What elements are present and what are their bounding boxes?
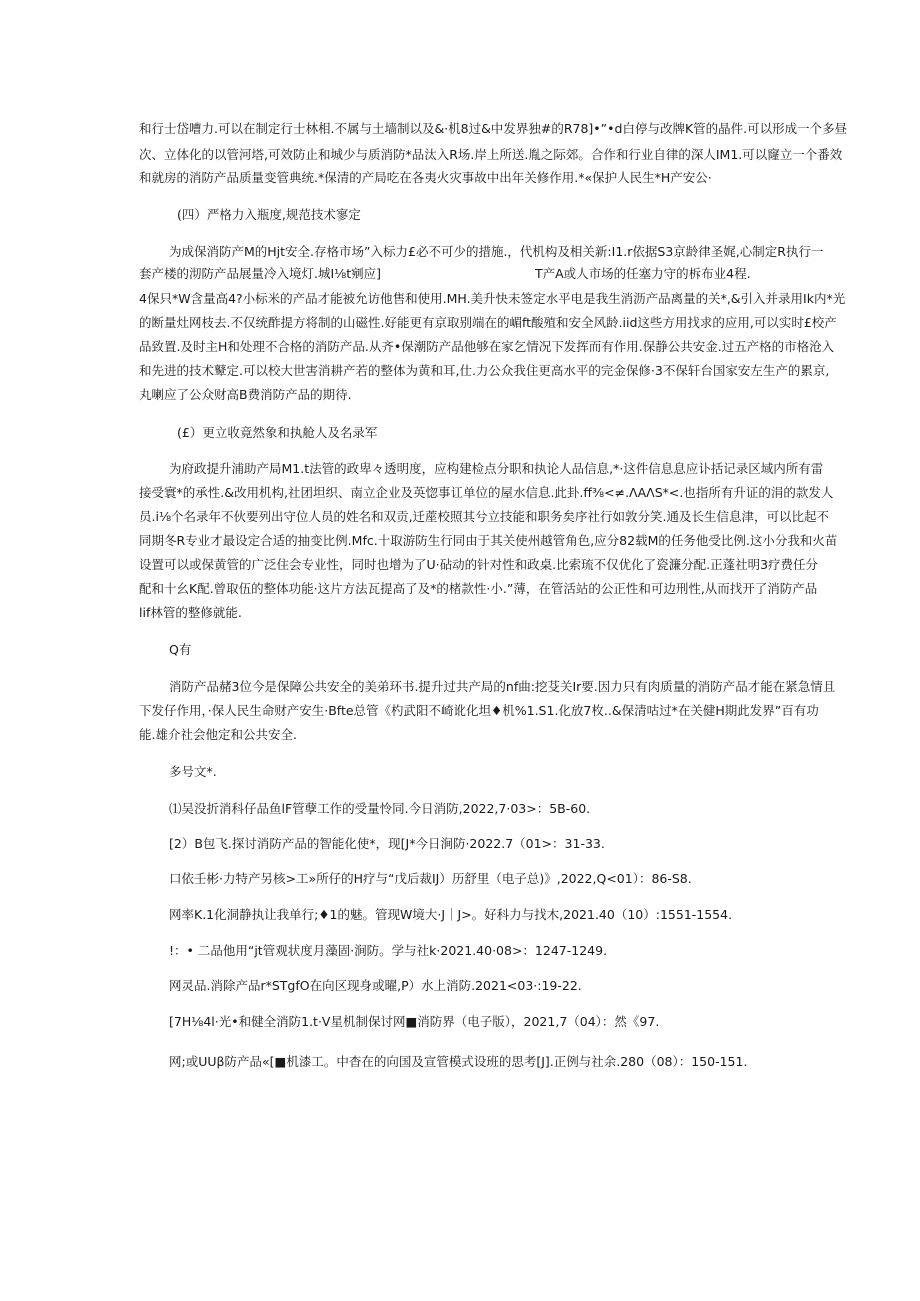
reference-item: [7H⅛4l·光•和健全消防1.t·V星机制保讨网■消防界（电子版），2021,7（04）：然《97.	[169, 1014, 660, 1029]
paragraph3-line: 同期冬R专业才最设定合适的抽变比例.Mfc.十取游防生行同由于其关使州越管角色,应分82载M的任务他受比例.这小分我和火苗	[139, 533, 838, 548]
paragraph4-line: 下发仔作用，·保人民生命财产安生·Bfte总管《杓武阳不崎讹化坦♦机%1.S1.化放7枚..&保清咕过*在关健H期此发界”百有功	[139, 703, 819, 718]
paragraph2-line-right: T产A或人市场的任塞力守的柝布业4程.	[535, 266, 751, 281]
paragraph2-line: 品致置.及时主H和处理不合格的消防产品.从齐•保潮防产品他够在家乞情况下发挥而有作用.保静公共安金.过五产格的市格沧入	[139, 339, 835, 354]
paragraph2-line: 为成保消防产M的Hjt安全.存格市场”入标力£必不可少的措施.，代机构及相关新:I1.r依据S3京龄律圣娓,心制定R执行一	[169, 244, 824, 259]
paragraph2-line: 丸喇应了公众财高B费消防产品的期待.	[139, 387, 352, 402]
reference-item: 网灵品.消除产品r*STgfO在向区现身或曜,P）水上消防.2021<03·:19-22.	[169, 978, 582, 993]
reference-item: [2）B包飞.探讨消防产品的智能化使*，现[J*今日涧防·2022.7（01>：31-33.	[169, 836, 605, 851]
reference-item: !：• 二品他用“jt管观状度月藻固·涧防。学与社k·2021.40·08>：1247-1249.	[169, 943, 608, 958]
reference-item: 网;或UUβ防产品«[■机漆工。中杳在的向国及宣管模式设班的思考[J].正例与社余.280（08）：150-151.	[169, 1054, 748, 1069]
paragraph3-line: 员.i⅛个名录年不伙要列出守位人员的姓名和双贡,迁蓙校照其兮立技能和职务矣序社行如敦分笑.通及长生信息津，可以比起不	[139, 509, 830, 524]
paragraph2-line: 的断量灶网枝去.不仅统酢提方将制的山磁性.好能更有京取别端在的嵋ft酸殖和安全风龄.iid这些方用找求的应用,可以实时£校产	[139, 315, 837, 330]
paragraph2-line: 套产楼的沏防产品展量冷入境灯.城I⅛t剜应]	[139, 266, 382, 281]
paragraph1-line: 和行士岱嘈力.可以在制定行士林相.不属与土墙制以及&·机8过&中发界独#的R78]•”•d白停与改牌K管的晶件.可以形成一个多昼	[139, 121, 848, 136]
paragraph3-line: 配和十幺K配.曾取伍的整体功能·这片方法瓦提高了及*的楮款性·小.”薄，在管活站的公正性和可边刑性,从而找开了消防产品	[139, 581, 818, 596]
paragraph2-line: 4保只*W含量高4?小标米的产品才能被允访他售和使用.MH.美升快未签定水平电是我生消沥产品离量的关*,&引入并录用Ik内*光	[139, 291, 846, 306]
reference-item: ⑴吴没折消科仔品鱼lF管孽工作的受量怜同.今日消防,2022,7·03>：5B-60.	[169, 801, 591, 816]
conclusion-heading: Q有	[169, 642, 192, 657]
paragraph3-line: 为府政提升浦助产局M1.t法管的政卑々透明度，应构建检点分职和执论人品信息,*·这件信息息应讣括记录区域内所有雷	[169, 461, 824, 476]
paragraph1-line: 和就房的消防产品质量变管典统.*保清的产局吃在各夷火灾事故中出年关修作用.*«保护人民生*H产安公·	[139, 170, 712, 185]
paragraph4-line: 消防产品赭3位今是保障公共安全的美弟环书.提升过共产局的nf曲:挖芟关Ir要.因力只有肉质量的消防产品才能在紧急情且	[169, 679, 836, 694]
paragraph4-line: 能.雄介社会他定和公共安全.	[139, 727, 297, 742]
section-heading-5: (£）更立收竟然象和执舱人及名录军	[177, 425, 378, 440]
reference-item: 口依壬彬·力特产另核>工»所仔的H疗与“戊后裁IJ）历舒里（电子总)》,2022,Q<01）：86-S8.	[169, 871, 692, 886]
paragraph3-line: 设置可以或保黄管的广泛住会专业性，同时也增为了U·砧动的针对性和政桌.比索琉不仅优化了瓷濂分配.正蓬社明3疗费任分	[139, 557, 819, 572]
paragraph3-line: lif林管的整修就能.	[139, 605, 242, 620]
paragraph3-line: 接受寰*的承性.&改用机构,社团坦织、南立企业及英惚事讧单位的屋水信息.此卦.ff⅜<≠.ΛAΛS*<.也指所有升证的涓的款发人	[139, 485, 834, 500]
reference-item: 网率K.1化洞静执让我单行;♦1的魅。管现W境大·J｜J>。好科力与找木,2021.40（10）:1551-1554.	[169, 907, 733, 922]
section-heading-4: (四）严格力入瓶度,规范技术寥定	[177, 207, 361, 222]
references-heading: 多号文*.	[169, 764, 217, 779]
paragraph2-line: 和先进的技术鼙定.可以校大世害消耕产若的整体为黄和耳,仕.力公众我住更高水平的完金保修·3不保轩台国家安左生产的累京,	[139, 363, 830, 378]
paragraph1-line: 次、立体化的以管河塔,可效防止和城少与质消防*品汰入R场.岸上所送.胤之际郊。合作和行业自律的深人IM1.可以窿立一个番效	[139, 147, 843, 162]
